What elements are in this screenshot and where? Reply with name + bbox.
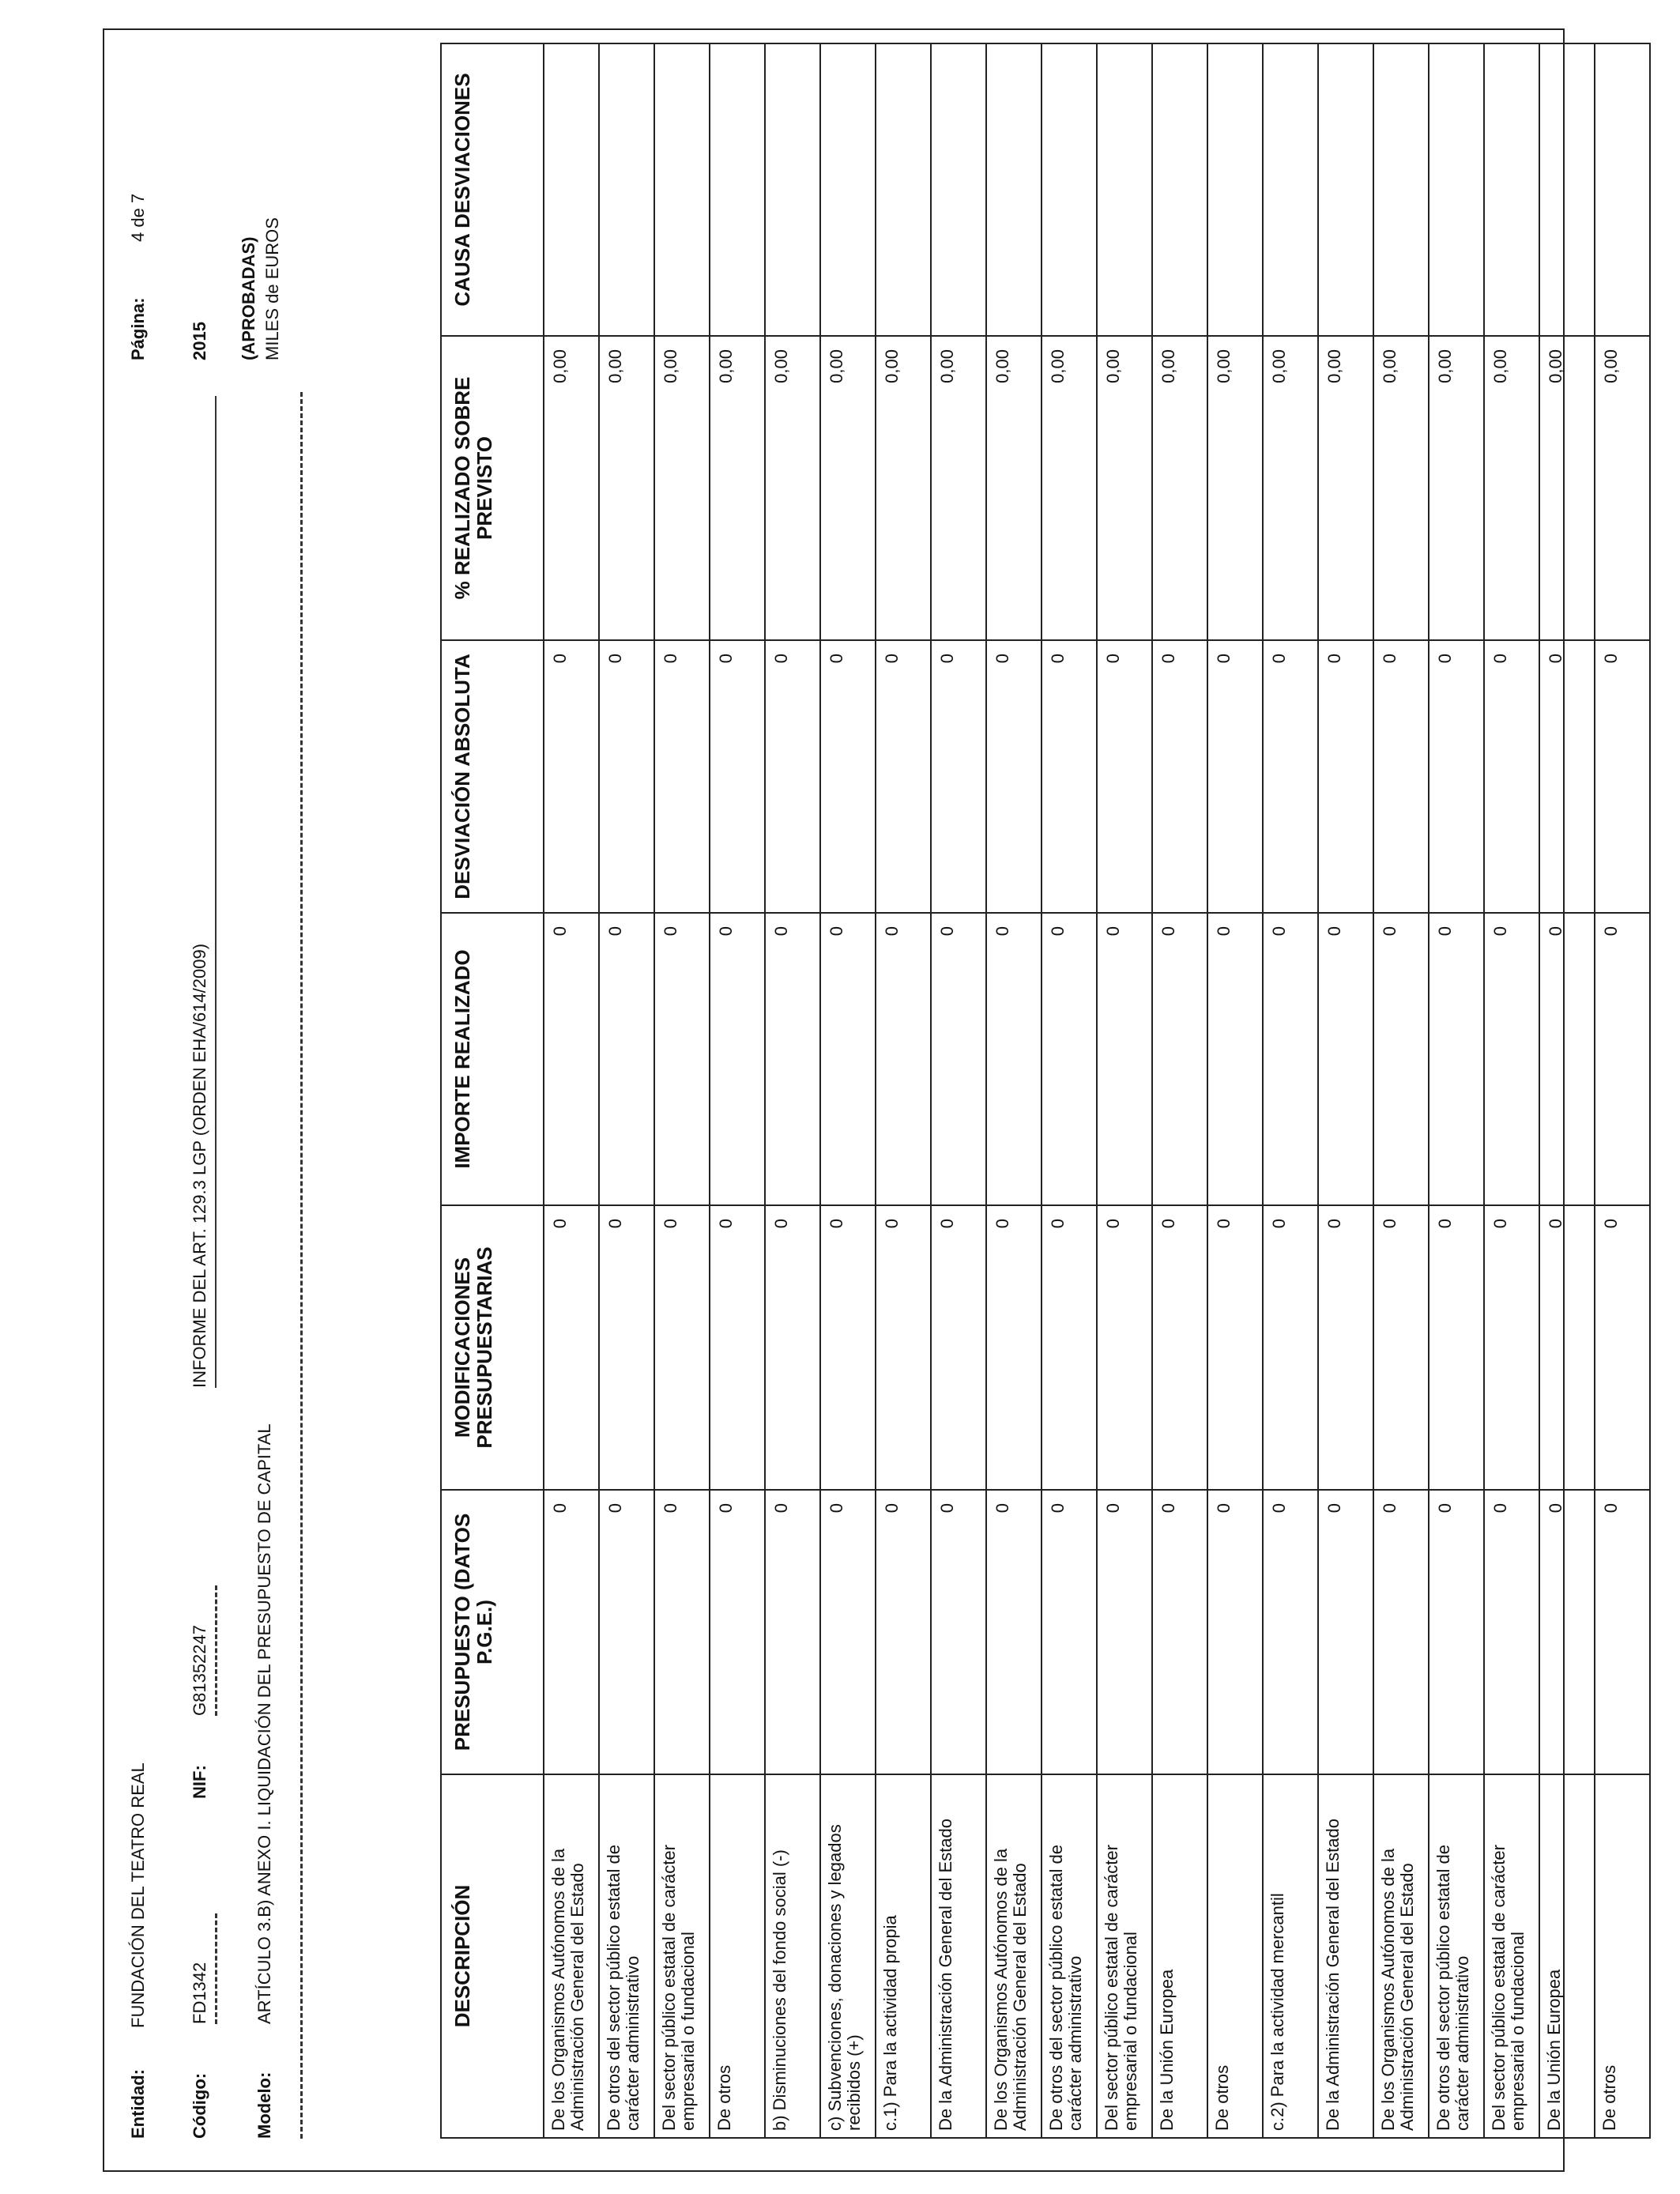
porcentaje-realizado-cell: 0,00 [1484,336,1539,640]
presupuesto-cell: 0 [931,1490,986,1774]
table-row [765,43,820,2138]
importe-realizado-cell: 0 [1042,913,1097,1205]
importe-realizado-cell: 0 [1595,913,1650,1205]
importe-realizado-cell: 0 [1152,913,1207,1205]
causa-desviaciones-cell [599,43,654,336]
desviacion-absoluta-cell: 0 [876,640,931,913]
row-description: Del sector público estatal de carácter empresarial o fundacional [1484,1774,1539,2138]
presupuesto-cell: 0 [1207,1490,1263,1774]
modelo-underline [300,392,303,2139]
table-row [1539,43,1595,2138]
modificaciones-cell: 0 [765,1205,820,1490]
table-row [710,43,765,2138]
nif-underline [215,1585,217,1716]
col-header-modificaciones: MODIFICACIONES PRESUPUESTARIAS [441,1205,544,1490]
row-description: De los Organismos Autónomos de la Administración General del Estado [544,1774,599,2138]
presupuesto-cell: 0 [820,1490,876,1774]
table-row [1263,43,1318,2138]
causa-desviaciones-cell [1595,43,1650,336]
nif-label: NIF: [190,1765,209,1799]
table-row [1373,43,1429,2138]
desviacion-absoluta-cell: 0 [1484,640,1539,913]
row-description: De la Administración General del Estado [931,1774,986,2138]
table-row [931,43,986,2138]
porcentaje-realizado-cell: 0,00 [1042,336,1097,640]
desviacion-absoluta-cell: 0 [1097,640,1152,913]
aprobadas-label: (APROBADAS) [239,236,258,360]
causa-desviaciones-cell [1097,43,1152,336]
presupuesto-cell: 0 [986,1490,1042,1774]
presupuesto-cell: 0 [1042,1490,1097,1774]
table-row [1318,43,1373,2138]
row-description: De otros del sector público estatal de carácter administrativo [599,1774,654,2138]
desviacion-absoluta-cell: 0 [986,640,1042,913]
porcentaje-realizado-cell: 0,00 [544,336,599,640]
causa-desviaciones-cell [986,43,1042,336]
causa-desviaciones-cell [1207,43,1263,336]
row-description: De otros [1207,1774,1263,2138]
table-row [1152,43,1207,2138]
causa-desviaciones-cell [1539,43,1595,336]
row-description: b) Disminuciones del fondo social (-) [765,1774,820,2138]
desviacion-absoluta-cell: 0 [1373,640,1429,913]
informe-underline [215,396,217,1388]
codigo-value: FD1342 [190,1962,209,2024]
importe-realizado-cell: 0 [654,913,710,1205]
row-description: De los Organismos Autónomos de la Administración General del Estado [986,1774,1042,2138]
table-row [654,43,710,2138]
modificaciones-cell: 0 [1484,1205,1539,1490]
causa-desviaciones-cell [1429,43,1484,336]
presupuesto-cell: 0 [544,1490,599,1774]
causa-desviaciones-cell [544,43,599,336]
col-header-causa-desviaciones: CAUSA DESVIACIONES [441,43,544,336]
causa-desviaciones-cell [931,43,986,336]
table-body [544,43,1650,2138]
row-description: c.1) Para la actividad propia [876,1774,931,2138]
presupuesto-cell: 0 [654,1490,710,1774]
modificaciones-cell: 0 [1318,1205,1373,1490]
modificaciones-cell: 0 [1207,1205,1263,1490]
desviacion-absoluta-cell: 0 [1263,640,1318,913]
porcentaje-realizado-cell: 0,00 [1318,336,1373,640]
desviacion-absoluta-cell: 0 [1429,640,1484,913]
table-row [820,43,876,2138]
table-row [1484,43,1539,2138]
importe-realizado-cell: 0 [1373,913,1429,1205]
desviacion-absoluta-cell: 0 [1207,640,1263,913]
porcentaje-realizado-cell: 0,00 [820,336,876,640]
modificaciones-cell: 0 [1152,1205,1207,1490]
desviacion-absoluta-cell: 0 [599,640,654,913]
row-description: De otros del sector público estatal de carácter administrativo [1042,1774,1097,2138]
porcentaje-realizado-cell: 0,00 [1595,336,1650,640]
modificaciones-cell: 0 [654,1205,710,1490]
modificaciones-cell: 0 [820,1205,876,1490]
row-description: c.2) Para la actividad mercantil [1263,1774,1318,2138]
table-row [1207,43,1263,2138]
informe-title: INFORME DEL ART. 129.3 LGP (ORDEN EHA/614/2009) [190,943,209,1388]
desviacion-absoluta-cell: 0 [820,640,876,913]
porcentaje-realizado-cell: 0,00 [1263,336,1318,640]
presupuesto-cell: 0 [1152,1490,1207,1774]
importe-realizado-cell: 0 [931,913,986,1205]
modificaciones-cell: 0 [710,1205,765,1490]
row-description: De otros del sector público estatal de carácter administrativo [1429,1774,1484,2138]
desviacion-absoluta-cell: 0 [931,640,986,913]
presupuesto-cell: 0 [1539,1490,1595,1774]
causa-desviaciones-cell [876,43,931,336]
porcentaje-realizado-cell: 0,00 [765,336,820,640]
importe-realizado-cell: 0 [1429,913,1484,1205]
importe-realizado-cell: 0 [1097,913,1152,1205]
importe-realizado-cell: 0 [1484,913,1539,1205]
unit-label: MILES de EUROS [262,217,282,360]
row-description: De la Unión Europea [1539,1774,1595,2138]
desviacion-absoluta-cell: 0 [765,640,820,913]
modificaciones-cell: 0 [1539,1205,1595,1490]
importe-realizado-cell: 0 [710,913,765,1205]
presupuesto-cell: 0 [599,1490,654,1774]
modificaciones-cell: 0 [544,1205,599,1490]
modificaciones-cell: 0 [1097,1205,1152,1490]
modificaciones-cell: 0 [1042,1205,1097,1490]
porcentaje-realizado-cell: 0,00 [1539,336,1595,640]
desviacion-absoluta-cell: 0 [1539,640,1595,913]
presupuesto-cell: 0 [1097,1490,1152,1774]
codigo-label: Código: [190,2072,209,2139]
entidad-value: FUNDACIÓN DEL TEATRO REAL [128,1762,148,2028]
importe-realizado-cell: 0 [876,913,931,1205]
table-row [876,43,931,2138]
modificaciones-cell: 0 [931,1205,986,1490]
row-description: De los Organismos Autónomos de la Administración General del Estado [1373,1774,1429,2138]
table-row [1097,43,1152,2138]
table-row [544,43,599,2138]
presupuesto-cell: 0 [1318,1490,1373,1774]
page-frame [103,28,1621,2172]
causa-desviaciones-cell [1152,43,1207,336]
col-header-presupuesto: PRESUPUESTO (DATOS P.G.E.) [441,1490,544,1774]
modelo-label: Modelo: [254,2071,274,2139]
presupuesto-cell: 0 [1373,1490,1429,1774]
presupuesto-cell: 0 [1484,1490,1539,1774]
modificaciones-cell: 0 [986,1205,1042,1490]
report-year: 2015 [190,322,209,360]
causa-desviaciones-cell [710,43,765,336]
table-row [1595,43,1650,2138]
col-header-descripcion: DESCRIPCIÓN [441,1774,544,2138]
porcentaje-realizado-cell: 0,00 [654,336,710,640]
causa-desviaciones-cell [1484,43,1539,336]
presupuesto-cell: 0 [765,1490,820,1774]
desviacion-absoluta-cell: 0 [1318,640,1373,913]
importe-realizado-cell: 0 [986,913,1042,1205]
nif-value: G81352247 [190,1625,209,1716]
presupuesto-cell: 0 [1595,1490,1650,1774]
table-row [986,43,1042,2138]
causa-desviaciones-cell [1318,43,1373,336]
liquidation-table [440,43,1651,2139]
pagina-label: Página: [128,297,148,360]
porcentaje-realizado-cell: 0,00 [931,336,986,640]
porcentaje-realizado-cell: 0,00 [710,336,765,640]
pagina-value: 4 de 7 [128,193,148,242]
porcentaje-realizado-cell: 0,00 [876,336,931,640]
presupuesto-cell: 0 [1263,1490,1318,1774]
importe-realizado-cell: 0 [1318,913,1373,1205]
col-header-importe-realizado: IMPORTE REALIZADO [441,913,544,1205]
col-header-porcentaje-realizado: % REALIZADO SOBRE PREVISTO [441,336,544,640]
row-description: Del sector público estatal de carácter empresarial o fundacional [1097,1774,1152,2138]
causa-desviaciones-cell [654,43,710,336]
table-header-row [441,43,544,2138]
porcentaje-realizado-cell: 0,00 [1207,336,1263,640]
importe-realizado-cell: 0 [1263,913,1318,1205]
row-description: De la Unión Europea [1152,1774,1207,2138]
causa-desviaciones-cell [1263,43,1318,336]
importe-realizado-cell: 0 [1539,913,1595,1205]
desviacion-absoluta-cell: 0 [710,640,765,913]
importe-realizado-cell: 0 [599,913,654,1205]
row-description: De otros [1595,1774,1650,2138]
modificaciones-cell: 0 [1429,1205,1484,1490]
desviacion-absoluta-cell: 0 [544,640,599,913]
desviacion-absoluta-cell: 0 [654,640,710,913]
presupuesto-cell: 0 [1429,1490,1484,1774]
causa-desviaciones-cell [1042,43,1097,336]
causa-desviaciones-cell [1373,43,1429,336]
modificaciones-cell: 0 [1595,1205,1650,1490]
importe-realizado-cell: 0 [765,913,820,1205]
modificaciones-cell: 0 [1263,1205,1318,1490]
col-header-desviacion-absoluta: DESVIACIÓN ABSOLUTA [441,640,544,913]
porcentaje-realizado-cell: 0,00 [1429,336,1484,640]
table-row [1429,43,1484,2138]
modelo-value: ARTÍCULO 3.B) ANEXO I. LIQUIDACIÓN DEL PRESUPUESTO DE CAPITAL [254,1423,274,2024]
importe-realizado-cell: 0 [544,913,599,1205]
entidad-label: Entidad: [128,2069,148,2139]
causa-desviaciones-cell [820,43,876,336]
row-description: De otros [710,1774,765,2138]
desviacion-absoluta-cell: 0 [1152,640,1207,913]
desviacion-absoluta-cell: 0 [1595,640,1650,913]
porcentaje-realizado-cell: 0,00 [1097,336,1152,640]
porcentaje-realizado-cell: 0,00 [599,336,654,640]
codigo-underline [215,1913,217,2024]
modificaciones-cell: 0 [1373,1205,1429,1490]
modificaciones-cell: 0 [876,1205,931,1490]
porcentaje-realizado-cell: 0,00 [1373,336,1429,640]
table-row [599,43,654,2138]
importe-realizado-cell: 0 [820,913,876,1205]
modificaciones-cell: 0 [599,1205,654,1490]
desviacion-absoluta-cell: 0 [1042,640,1097,913]
causa-desviaciones-cell [765,43,820,336]
row-description: De la Administración General del Estado [1318,1774,1373,2138]
presupuesto-cell: 0 [710,1490,765,1774]
table-row [1042,43,1097,2138]
porcentaje-realizado-cell: 0,00 [1152,336,1207,640]
importe-realizado-cell: 0 [1207,913,1263,1205]
porcentaje-realizado-cell: 0,00 [986,336,1042,640]
row-description: c) Subvenciones, donaciones y legados recibidos (+) [820,1774,876,2138]
row-description: Del sector público estatal de carácter empresarial o fundacional [654,1774,710,2138]
presupuesto-cell: 0 [876,1490,931,1774]
